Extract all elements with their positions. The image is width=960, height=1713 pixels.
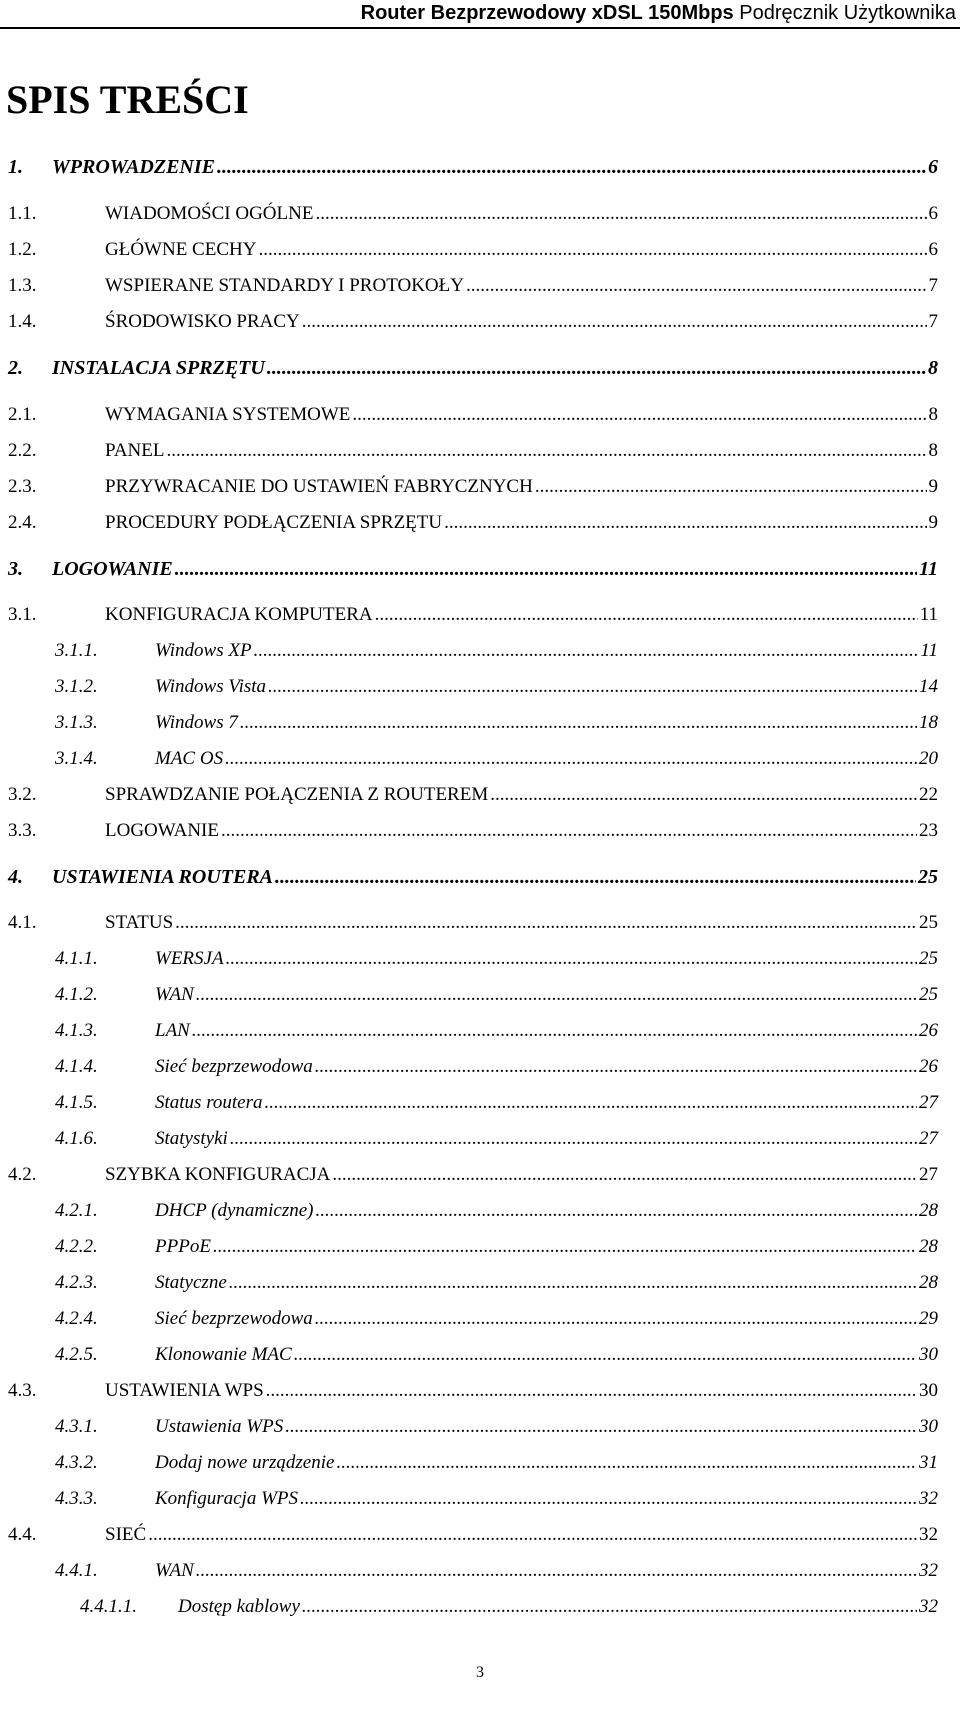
toc-entry[interactable] (0, 866, 960, 896)
toc-entry[interactable] (0, 1560, 960, 1590)
toc-entry[interactable] (0, 1056, 960, 1086)
toc-leader-dots (213, 1236, 917, 1258)
toc-leader-dots (444, 512, 926, 534)
toc-leader-dots (267, 357, 926, 380)
toc-entry[interactable] (0, 512, 960, 542)
toc-entry-title: Sieć bezprzewodowa (155, 1056, 313, 1077)
toc-entry-page: 28 (919, 1200, 938, 1221)
toc-leader-dots (196, 984, 917, 1006)
toc-leader-dots (225, 748, 917, 770)
toc-entry-number: 4.1.2. (55, 984, 98, 1005)
toc-entry-number: 3. (8, 558, 23, 580)
toc-entry[interactable] (0, 1236, 960, 1266)
toc-leader-dots (300, 1488, 917, 1510)
toc-entry-page: 6 (928, 156, 938, 178)
toc-entry-number: 4.1.6. (55, 1128, 98, 1149)
toc-leader-dots (302, 1596, 917, 1618)
toc-entry-number: 1.4. (8, 311, 37, 332)
toc-entry-page: 6 (928, 203, 938, 224)
toc-entry-title: Statystyki (155, 1128, 228, 1149)
toc-entry-page: 25 (919, 912, 938, 933)
toc-entry[interactable] (0, 912, 960, 942)
toc-entry-title: WYMAGANIA SYSTEMOWE (105, 404, 351, 425)
toc-entry-number: 3.1.1. (55, 640, 98, 661)
toc-leader-dots (230, 1128, 917, 1150)
toc-entry[interactable] (0, 1272, 960, 1302)
toc-entry-number: 2.1. (8, 404, 37, 425)
toc-entry-page: 8 (928, 404, 938, 425)
toc-leader-dots (240, 712, 917, 734)
toc-entry-title: PANEL (105, 440, 165, 461)
toc-leader-dots (352, 404, 926, 426)
toc-entry-page: 31 (919, 1452, 938, 1473)
toc-leader-dots (166, 440, 926, 462)
toc-entry-title: Dodaj nowe urządzenie (155, 1452, 335, 1473)
toc-entry[interactable] (0, 1524, 960, 1554)
toc-entry-page: 32 (919, 1524, 938, 1545)
toc-entry-number: 4.3. (8, 1380, 37, 1401)
toc-entry[interactable] (0, 784, 960, 814)
toc-entry-number: 3.2. (8, 784, 37, 805)
toc-entry[interactable] (0, 1308, 960, 1338)
header-subtitle: Podręcznik Użytkownika (739, 2, 956, 24)
toc-leader-dots (192, 1020, 917, 1042)
toc-entry-number: 2.2. (8, 440, 37, 461)
toc-entry-page: 20 (919, 748, 938, 769)
toc-entry-number: 4.1. (8, 912, 37, 933)
toc-entry[interactable] (0, 440, 960, 470)
toc-entry-title: SIEĆ (105, 1524, 147, 1545)
toc-entry-page: 25 (919, 984, 938, 1005)
toc-entry-number: 4.2.1. (55, 1200, 98, 1221)
toc-leader-dots (535, 476, 927, 498)
toc-entry[interactable] (0, 676, 960, 706)
toc-entry[interactable] (0, 1344, 960, 1374)
toc-entry-title: STATUS (105, 912, 174, 933)
toc-leader-dots (336, 1452, 917, 1474)
toc-entry-number: 3.1.4. (55, 748, 98, 769)
toc-entry-number: 2.4. (8, 512, 37, 533)
toc-entry-title: PROCEDURY PODŁĄCZENIA SPRZĘTU (105, 512, 443, 533)
toc-entry-title: Windows XP (155, 640, 252, 661)
toc-entry-page: 11 (919, 558, 938, 580)
toc-entry-title: WERSJA (155, 948, 224, 969)
toc-entry-title: Windows 7 (155, 712, 238, 733)
toc-entry-page: 22 (919, 784, 938, 805)
toc-entry[interactable] (0, 203, 960, 233)
toc-entry-page: 11 (920, 640, 938, 661)
toc-entry[interactable] (0, 404, 960, 434)
toc-entry-title: LAN (155, 1020, 190, 1041)
toc-leader-dots (466, 275, 927, 297)
page-number: 3 (476, 1664, 484, 1681)
toc-entry-page: 30 (919, 1344, 938, 1365)
running-header (361, 0, 960, 26)
toc-entry[interactable] (0, 820, 960, 850)
page-title: SPIS TREŚCI (6, 77, 249, 122)
toc-entry-title: WAN (155, 1560, 194, 1581)
toc-entry-number: 4.2.3. (55, 1272, 98, 1293)
toc-entry-title: Status routera (155, 1092, 263, 1113)
toc-entry[interactable] (0, 357, 960, 387)
toc-leader-dots (175, 558, 917, 581)
toc-entry[interactable] (0, 1380, 960, 1410)
toc-entry-number: 4.2.4. (55, 1308, 98, 1329)
toc-entry-title: DHCP (dynamiczne) (155, 1200, 314, 1221)
toc-leader-dots (226, 948, 917, 970)
toc-entry-page: 7 (928, 311, 938, 332)
toc-leader-dots (315, 203, 926, 225)
toc-entry-number: 2.3. (8, 476, 37, 497)
toc-leader-dots (275, 866, 916, 889)
toc-entry[interactable] (0, 604, 960, 634)
toc-entry-title: USTAWIENIA ROUTERA (52, 866, 274, 888)
toc-entry[interactable] (0, 239, 960, 269)
toc-entry[interactable] (0, 1164, 960, 1194)
toc-entry-page: 25 (918, 866, 938, 888)
toc-entry-title: SPRAWDZANIE POŁĄCZENIA Z ROUTEREM (105, 784, 489, 805)
toc-leader-dots (221, 820, 917, 842)
toc-leader-dots (148, 1524, 917, 1546)
toc-entry-page: 32 (919, 1560, 938, 1581)
toc-entry-page: 32 (919, 1488, 938, 1509)
toc-entry-page: 28 (919, 1272, 938, 1293)
toc-entry-title: INSTALACJA SPRZĘTU (52, 357, 265, 379)
toc-entry[interactable] (0, 948, 960, 978)
toc-entry-title: KONFIGURACJA KOMPUTERA (105, 604, 373, 625)
toc-leader-dots (315, 1056, 917, 1078)
toc-leader-dots (266, 1380, 917, 1402)
toc-entry-page: 14 (919, 676, 938, 697)
toc-entry-title: LOGOWANIE (105, 820, 219, 841)
toc-entry-number: 4.2.5. (55, 1344, 98, 1365)
toc-entry-page: 30 (919, 1416, 938, 1437)
toc-leader-dots (196, 1560, 917, 1582)
toc-entry[interactable] (0, 1092, 960, 1122)
toc-entry[interactable] (0, 1020, 960, 1050)
toc-entry-title: Klonowanie MAC (155, 1344, 292, 1365)
toc-entry-number: 4.1.1. (55, 948, 98, 969)
toc-entry[interactable] (0, 311, 960, 341)
toc-leader-dots (258, 239, 926, 261)
toc-entry-page: 30 (919, 1380, 938, 1401)
toc-entry[interactable] (0, 640, 960, 670)
toc-entry-title: Ustawienia WPS (155, 1416, 284, 1437)
toc-entry-number: 4.3.3. (55, 1488, 98, 1509)
toc-leader-dots (332, 1164, 917, 1186)
toc-leader-dots (265, 1092, 918, 1114)
toc-entry[interactable] (0, 476, 960, 506)
toc-entry[interactable] (0, 1452, 960, 1482)
toc-entry-number: 4.2. (8, 1164, 37, 1185)
toc-entry[interactable] (0, 1488, 960, 1518)
header-title: Router Bezprzewodowy xDSL 150Mbps (360, 2, 734, 24)
toc-entry-title: Statyczne (155, 1272, 227, 1293)
toc-entry-title: Sieć bezprzewodowa (155, 1308, 313, 1329)
toc-entry-page: 27 (919, 1164, 938, 1185)
toc-entry-page: 26 (919, 1056, 938, 1077)
toc-entry-number: 3.3. (8, 820, 37, 841)
toc-leader-dots (315, 1200, 917, 1222)
toc-leader-dots (294, 1344, 917, 1366)
toc-entry-page: 27 (919, 1128, 938, 1149)
toc-leader-dots (315, 1308, 917, 1330)
toc-entry-page: 8 (928, 440, 938, 461)
toc-entry-number: 4.4. (8, 1524, 37, 1545)
toc-entry-page: 27 (919, 1092, 938, 1113)
toc-entry-page: 8 (928, 357, 938, 379)
toc-entry-number: 4.1.4. (55, 1056, 98, 1077)
toc-entry-page: 7 (928, 275, 938, 296)
toc-entry-number: 4.3.2. (55, 1452, 98, 1473)
toc-entry-title: PRZYWRACANIE DO USTAWIEŃ FABRYCZNYCH (105, 476, 533, 497)
toc-leader-dots (302, 311, 927, 333)
toc-entry[interactable] (0, 748, 960, 778)
toc-entry-number: 4.2.2. (55, 1236, 98, 1257)
toc-leader-dots (254, 640, 919, 662)
toc-entry-page: 18 (919, 712, 938, 733)
toc-entry-title: MAC OS (155, 748, 224, 769)
toc-entry[interactable] (0, 1596, 960, 1626)
toc-entry[interactable] (0, 1416, 960, 1446)
toc-entry[interactable] (0, 275, 960, 305)
toc-entry-page: 28 (919, 1236, 938, 1257)
toc-entry-title: PPPoE (155, 1236, 211, 1257)
toc-entry-page: 23 (919, 820, 938, 841)
toc-leader-dots (217, 156, 926, 179)
toc-entry-number: 3.1.3. (55, 712, 98, 733)
toc-entry-page: 11 (919, 604, 938, 625)
toc-leader-dots (285, 1416, 917, 1438)
toc-entry-page: 6 (928, 239, 938, 260)
toc-leader-dots (175, 912, 917, 934)
toc-leader-dots (490, 784, 917, 806)
toc-entry-number: 3.1. (8, 604, 37, 625)
toc-entry[interactable] (0, 1200, 960, 1230)
toc-entry-title: GŁÓWNE CECHY (105, 239, 257, 260)
toc-entry-number: 1.2. (8, 239, 37, 260)
toc-entry-page: 25 (919, 948, 938, 969)
toc-entry-title: WSPIERANE STANDARDY I PROTOKOŁY (105, 275, 464, 296)
toc-entry-page: 9 (928, 512, 938, 533)
toc-entry-number: 4.3.1. (55, 1416, 98, 1437)
toc-entry-title: USTAWIENIA WPS (105, 1380, 264, 1401)
toc-entry-number: 1. (8, 156, 23, 178)
toc-entry-number: 4.4.1.1. (80, 1596, 137, 1617)
toc-entry-title: SZYBKA KONFIGURACJA (105, 1164, 331, 1185)
toc-entry[interactable] (0, 558, 960, 588)
toc-entry-number: 4.1.3. (55, 1020, 98, 1041)
toc-entry-number: 4.4.1. (55, 1560, 98, 1581)
toc-entry-page: 26 (919, 1020, 938, 1041)
toc-entry-number: 2. (8, 357, 23, 379)
header-divider (0, 27, 960, 29)
toc-entry[interactable] (0, 1128, 960, 1158)
toc-entry-title: Windows Vista (155, 676, 267, 697)
toc-leader-dots (375, 604, 918, 626)
toc-entry-number: 3.1.2. (55, 676, 98, 697)
toc-entry-page: 9 (928, 476, 938, 497)
toc-entry-page: 32 (919, 1596, 938, 1617)
toc-entry[interactable] (0, 984, 960, 1014)
toc-entry-title: Dostęp kablowy (178, 1596, 300, 1617)
toc-entry[interactable] (0, 156, 960, 186)
toc-entry-number: 1.3. (8, 275, 37, 296)
toc-entry-page: 29 (919, 1308, 938, 1329)
toc-entry[interactable] (0, 712, 960, 742)
toc-leader-dots (229, 1272, 917, 1294)
toc-entry-title: WAN (155, 984, 194, 1005)
toc-leader-dots (268, 676, 917, 698)
toc-entry-title: WIADOMOŚCI OGÓLNE (105, 203, 314, 224)
toc-entry-title: ŚRODOWISKO PRACY (105, 311, 300, 332)
toc-entry-title: WPROWADZENIE (52, 156, 215, 178)
toc-entry-title: LOGOWANIE (52, 558, 173, 580)
toc-entry-number: 1.1. (8, 203, 37, 224)
toc-entry-number: 4. (8, 866, 23, 888)
toc-entry-number: 4.1.5. (55, 1092, 98, 1113)
toc-entry-title: Konfiguracja WPS (155, 1488, 299, 1509)
